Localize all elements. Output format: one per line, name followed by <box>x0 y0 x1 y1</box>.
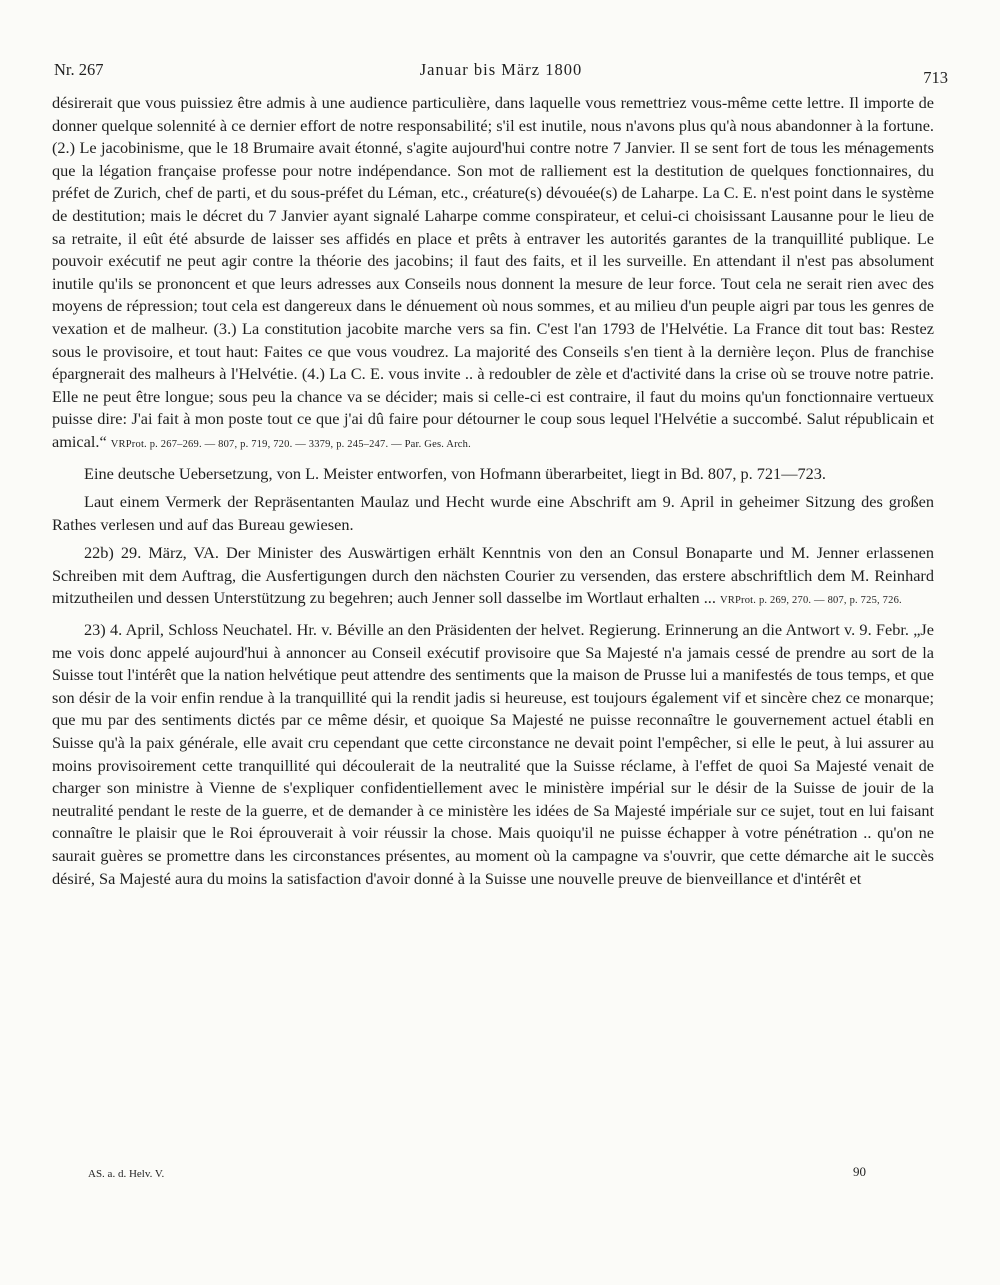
body-text <box>52 92 934 890</box>
paragraph-translation-note: Eine deutsche Uebersetzung, von L. Meister entworfen, von Hofmann überarbeitet, liegt in Bd. 807, p. 721—723. <box>84 463 826 483</box>
paragraph-entry-22b <box>52 542 934 613</box>
paragraph-entry-23: 23) 4. April, Schloss Neuchatel. Hr. v. Béville an den Präsidenten der helvet. Regierung. Erinnerung an die Antwort v. 9. Febr. „Je me vois donc appelé aujourd'hui à annoncer au Conseil exécutif provisoire que Sa Majesté n'a jamais cessé de prendre au sort de la Suisse tout l'intérêt que la nation helvétique peut attendre des sentiments que la maison de Prusse lui a manifestés de tous temps, et que son désir de la voir enfin rendue à la tranquillité qui la rendit jadis si heureuse, est toujours également vif et sincère chez ce monarque; que mu par des sentiments dictés par ce même désir, et quoique Sa Majesté ne puisse reconnaître le gouvernement actuel établi en Suisse qu'à la paix générale, elle avait cru cependant que cette circonstance ne devait point l'empêcher, si elle le peut, à lui assurer au moins provisoirement cette tranquillité qui découlerait de la neutralité que la Suisse réclame, à l'effet de quoi Sa Majesté venait de charger son ministre à Vienne de s'expliquer confidentiellement avec le ministère impérial sur le désir de la Suisse de jouir de la neutralité pendant le reste de la guerre, et de demander à ce ministère les idées de Sa Majesté impériale sur ce sujet, tout en lui faisant connaître le plaisir que le Roi éprouverait à voir réussir la chose. Mais quoiqu'il ne puisse échapper à votre pénétration .. qu'on ne saurait guères se promettre dans les circonstances présentes, au moment où la campagne va s'ouvrir, que cette démarche ait le succès désiré, Sa Majesté aura du moins la satisfaction d'avoir donné à la Suisse une nouvelle preuve de bienveillance et d'intérêt et <box>52 620 934 888</box>
document-number: Nr. 267 <box>54 60 104 79</box>
running-header <box>54 60 948 86</box>
paragraph-text: désirerait que vous puissiez être admis à une audience particulière, dans laquelle vous remettriez vous-même cette lettre. Il importe de donner quelque solennité à ce dernier effort de notre responsabilité; s'il est inutile, nous n'avons plus qu'à nous abandonner à la fortune. (2.) Le jacobinisme, que le 18 Brumaire avait étonné, s'agite aujourd'hui contre notre 7 Janvier. Il se sent fort de tous les ménagements que la légation française professe pour notre indépendance. Son mot de ralliement est la destitution de quelques fonctionnaires, du préfet de Zurich, chef de parti, et du sous-préfet du Léman, etc., créature(s) dévouée(s) de Laharpe. La C. E. n'est point dans le système de destitution; mais le décret du 7 Janvier ayant signalé Laharpe comme conspirateur, et celui-ci choisissant Lausanne pour le lieu de sa retraite, il eût été absurde de laisser ses affidés en place et prêts à entraver les autorités garantes de la tranquillité publique. Le pouvoir exécutif ne peut agir contre la théorie des jacobins; il faut des faits, et il les surveille. En attendant il n'est pas absolument inutile qu'ils se prononcent et que leurs adresses aux Conseils nous donnent la mesure de leur force. Tout cela ne serait rien avec des moyens de répression; tout cela est dangereux dans le dénuement où nous sommes, et au milieu d'un peuple aigri par tous les genres de vexation et de malheur. (3.) La constitution jacobite marche vers sa fin. C'est l'an 1793 de l'Helvétie. La France dit tout bas: Restez sous le provisoire, et tout haut: Faites ce que vous voudrez. La majorité des Conseils s'en tient à la dernière leçon. Plus de franchise épargnerait des malheurs à l'Helvétie. (4.) La C. E. vous invite .. à redoubler de zèle et d'activité dans la crise où se trouve notre patrie. Elle ne peut être longue; sous peu la chance va se décider; mais si celle-ci est contraire, il faut du moins qu'un fonctionnaire vertueux puisse dire: J'ai fait à mon poste tout ce que j'ai dû faire pour détourner le coup sous lequel l'Helvétie a succombé. Salut républicain et amical.“ <box>52 93 934 451</box>
paragraph-letter-continuation <box>52 92 934 457</box>
signature-mark: AS. a. d. Helv. V. <box>88 1168 165 1180</box>
source-citation: VRProt. p. 269, 270. — 807, p. 725, 726. <box>720 595 902 607</box>
running-title: Januar bis März 1800 <box>419 60 583 79</box>
sheet-number: 90 <box>853 1164 866 1179</box>
source-citation: VRProt. p. 267–269. — 807, p. 719, 720. — 3379, p. 245–247. — Par. Ges. Arch. <box>110 438 471 450</box>
paragraph-text: 22b) 29. März, VA. Der Minister des Auswärtigen erhält Kenntnis von den an Consul Bonaparte und M. Jenner erlassenen Schreiben mit dem Auftrag, die Ausfertigungen durch den nächsten Courier zu versenden, das erstere abschriftlich dem M. Reinhard mitzutheilen und dessen Unterstützung zu begehren; auch Jenner soll dasselbe im Wortlaut erhalten ... <box>52 543 934 608</box>
page-number: 713 <box>923 68 948 87</box>
page-footer <box>88 1164 866 1184</box>
paragraph-reading-note: Laut einem Vermerk der Repräsentanten Maulaz und Hecht wurde eine Abschrift am 9. April in geheimer Sitzung des großen Rathes verlesen und auf das Bureau gewiesen. <box>52 492 934 534</box>
